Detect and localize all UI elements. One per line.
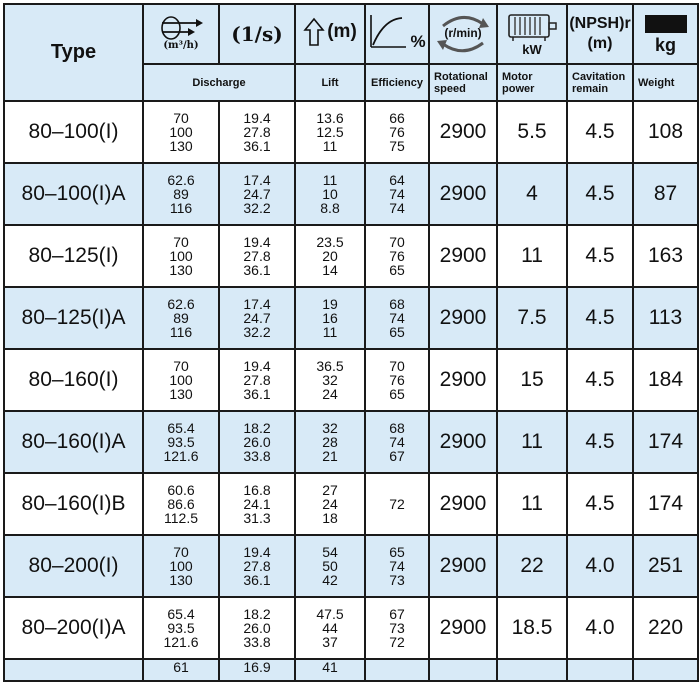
table-row bbox=[4, 535, 698, 597]
type-header: Type bbox=[4, 4, 143, 101]
flow-cell: 16.8 24.1 31.3 bbox=[219, 473, 295, 535]
table-row bbox=[4, 597, 698, 659]
motor-icon bbox=[505, 12, 559, 42]
npsh-cell: 4.5 bbox=[567, 287, 633, 349]
power-unit-cell bbox=[497, 4, 567, 64]
weight-cell bbox=[633, 659, 698, 681]
table-row bbox=[4, 349, 698, 411]
weight-label: Weight bbox=[633, 64, 698, 101]
discharge-unit-cell bbox=[143, 4, 219, 64]
efficiency-cell: 67 73 72 bbox=[365, 597, 429, 659]
pump-spec-table bbox=[3, 3, 699, 682]
flow-cell: 18.2 26.0 33.8 bbox=[219, 411, 295, 473]
table-row-partial bbox=[4, 659, 698, 681]
power-cell bbox=[497, 659, 567, 681]
type-cell: 80–100(I) bbox=[4, 101, 143, 163]
lift-cell: 41 bbox=[295, 659, 365, 681]
flow-cell: 17.4 24.7 32.2 bbox=[219, 287, 295, 349]
lift-cell: 54 50 42 bbox=[295, 535, 365, 597]
speed-cell: 2900 bbox=[429, 287, 497, 349]
table-row bbox=[4, 225, 698, 287]
weight-cell: 251 bbox=[633, 535, 698, 597]
type-cell: 80–125(I)A bbox=[4, 287, 143, 349]
flow-arrows-icon bbox=[158, 16, 204, 40]
flow-cell: 19.4 27.8 36.1 bbox=[219, 535, 295, 597]
weight-cell: 220 bbox=[633, 597, 698, 659]
lift-cell: 13.6 12.5 11 bbox=[295, 101, 365, 163]
npsh-cell: 4.5 bbox=[567, 163, 633, 225]
weight-cell: 174 bbox=[633, 411, 698, 473]
efficiency-unit-cell bbox=[365, 4, 429, 64]
flow-cell: 19.4 27.8 36.1 bbox=[219, 349, 295, 411]
lift-cell: 47.5 44 37 bbox=[295, 597, 365, 659]
speed-cell: 2900 bbox=[429, 535, 497, 597]
efficiency-label: Efficiency bbox=[365, 64, 429, 101]
lift-unit: (m) bbox=[327, 20, 357, 42]
flow-cell: 19.4 27.8 36.1 bbox=[219, 101, 295, 163]
discharge-cell: 62.6 89 116 bbox=[143, 287, 219, 349]
efficiency-cell: 66 76 75 bbox=[365, 101, 429, 163]
power-label: Motor power bbox=[497, 64, 567, 101]
speed-cell: 2900 bbox=[429, 349, 497, 411]
discharge-label: Discharge bbox=[143, 64, 295, 101]
lift-unit-cell bbox=[295, 4, 365, 64]
discharge-unit: (m³/h) bbox=[163, 40, 199, 51]
discharge-cell: 70 100 130 bbox=[143, 349, 219, 411]
lift-cell: 32 28 21 bbox=[295, 411, 365, 473]
lift-cell: 23.5 20 14 bbox=[295, 225, 365, 287]
efficiency-curve-icon bbox=[368, 13, 408, 51]
efficiency-cell: 72 bbox=[365, 473, 429, 535]
power-cell: 5.5 bbox=[497, 101, 567, 163]
flow-cell: 19.4 27.8 36.1 bbox=[219, 225, 295, 287]
discharge-cell: 62.6 89 116 bbox=[143, 163, 219, 225]
power-unit: kW bbox=[522, 41, 542, 57]
efficiency-cell bbox=[365, 659, 429, 681]
type-cell: 80–160(I)B bbox=[4, 473, 143, 535]
table-row bbox=[4, 473, 698, 535]
speed-cell: 2900 bbox=[429, 101, 497, 163]
npsh-unit-top: (NPSH)r bbox=[569, 15, 631, 32]
table-row bbox=[4, 101, 698, 163]
speed-cell: 2900 bbox=[429, 163, 497, 225]
type-cell: 80–100(I)A bbox=[4, 163, 143, 225]
efficiency-cell: 64 74 74 bbox=[365, 163, 429, 225]
npsh-unit-bottom: (m) bbox=[587, 35, 613, 52]
lift-cell: 19 16 11 bbox=[295, 287, 365, 349]
weight-cell: 174 bbox=[633, 473, 698, 535]
type-cell: 80–125(I) bbox=[4, 225, 143, 287]
speed-unit: (r/min) bbox=[444, 26, 482, 40]
weight-cell: 184 bbox=[633, 349, 698, 411]
power-cell: 11 bbox=[497, 411, 567, 473]
weight-block-icon bbox=[643, 13, 689, 35]
discharge-cell: 61 bbox=[143, 659, 219, 681]
flow-unit: (1/s) bbox=[219, 4, 295, 64]
npsh-unit-cell bbox=[567, 4, 633, 64]
table-row bbox=[4, 411, 698, 473]
weight-cell: 163 bbox=[633, 225, 698, 287]
efficiency-cell: 70 76 65 bbox=[365, 225, 429, 287]
lift-label: Lift bbox=[295, 64, 365, 101]
flow-cell: 17.4 24.7 32.2 bbox=[219, 163, 295, 225]
power-cell: 18.5 bbox=[497, 597, 567, 659]
npsh-cell: 4.0 bbox=[567, 597, 633, 659]
efficiency-cell: 65 74 73 bbox=[365, 535, 429, 597]
power-cell: 11 bbox=[497, 473, 567, 535]
discharge-cell: 65.4 93.5 121.6 bbox=[143, 597, 219, 659]
npsh-cell: 4.5 bbox=[567, 411, 633, 473]
speed-cell: 2900 bbox=[429, 597, 497, 659]
discharge-cell: 70 100 130 bbox=[143, 101, 219, 163]
npsh-cell: 4.5 bbox=[567, 225, 633, 287]
speed-cell: 2900 bbox=[429, 411, 497, 473]
power-cell: 11 bbox=[497, 225, 567, 287]
type-cell: 80–200(I) bbox=[4, 535, 143, 597]
npsh-cell: 4.0 bbox=[567, 535, 633, 597]
table-row bbox=[4, 163, 698, 225]
lift-cell: 11 10 8.8 bbox=[295, 163, 365, 225]
discharge-cell: 70 100 130 bbox=[143, 225, 219, 287]
discharge-cell: 60.6 86.6 112.5 bbox=[143, 473, 219, 535]
weight-cell: 108 bbox=[633, 101, 698, 163]
speed-cell bbox=[429, 659, 497, 681]
power-cell: 7.5 bbox=[497, 287, 567, 349]
type-cell bbox=[4, 659, 143, 681]
type-cell: 80–160(I)A bbox=[4, 411, 143, 473]
discharge-cell: 70 100 130 bbox=[143, 535, 219, 597]
weight-unit-cell bbox=[633, 4, 698, 64]
efficiency-unit: % bbox=[410, 31, 426, 51]
up-arrow-icon bbox=[303, 17, 325, 47]
speed-cell: 2900 bbox=[429, 225, 497, 287]
speed-unit-cell bbox=[429, 4, 497, 64]
discharge-cell: 65.4 93.5 121.6 bbox=[143, 411, 219, 473]
speed-cell: 2900 bbox=[429, 473, 497, 535]
weight-cell: 87 bbox=[633, 163, 698, 225]
flow-cell: 16.9 bbox=[219, 659, 295, 681]
npsh-cell: 4.5 bbox=[567, 349, 633, 411]
weight-cell: 113 bbox=[633, 287, 698, 349]
efficiency-cell: 70 76 65 bbox=[365, 349, 429, 411]
efficiency-cell: 68 74 67 bbox=[365, 411, 429, 473]
efficiency-cell: 68 74 65 bbox=[365, 287, 429, 349]
speed-label: Rotational speed bbox=[429, 64, 497, 101]
cavitation-label: Cavitation remain bbox=[567, 64, 633, 101]
power-cell: 4 bbox=[497, 163, 567, 225]
power-cell: 22 bbox=[497, 535, 567, 597]
npsh-cell bbox=[567, 659, 633, 681]
table-row bbox=[4, 287, 698, 349]
npsh-cell: 4.5 bbox=[567, 473, 633, 535]
type-cell: 80–200(I)A bbox=[4, 597, 143, 659]
weight-unit: kg bbox=[654, 34, 676, 55]
type-cell: 80–160(I) bbox=[4, 349, 143, 411]
flow-cell: 18.2 26.0 33.8 bbox=[219, 597, 295, 659]
power-cell: 15 bbox=[497, 349, 567, 411]
lift-cell: 27 24 18 bbox=[295, 473, 365, 535]
lift-cell: 36.5 32 24 bbox=[295, 349, 365, 411]
npsh-cell: 4.5 bbox=[567, 101, 633, 163]
